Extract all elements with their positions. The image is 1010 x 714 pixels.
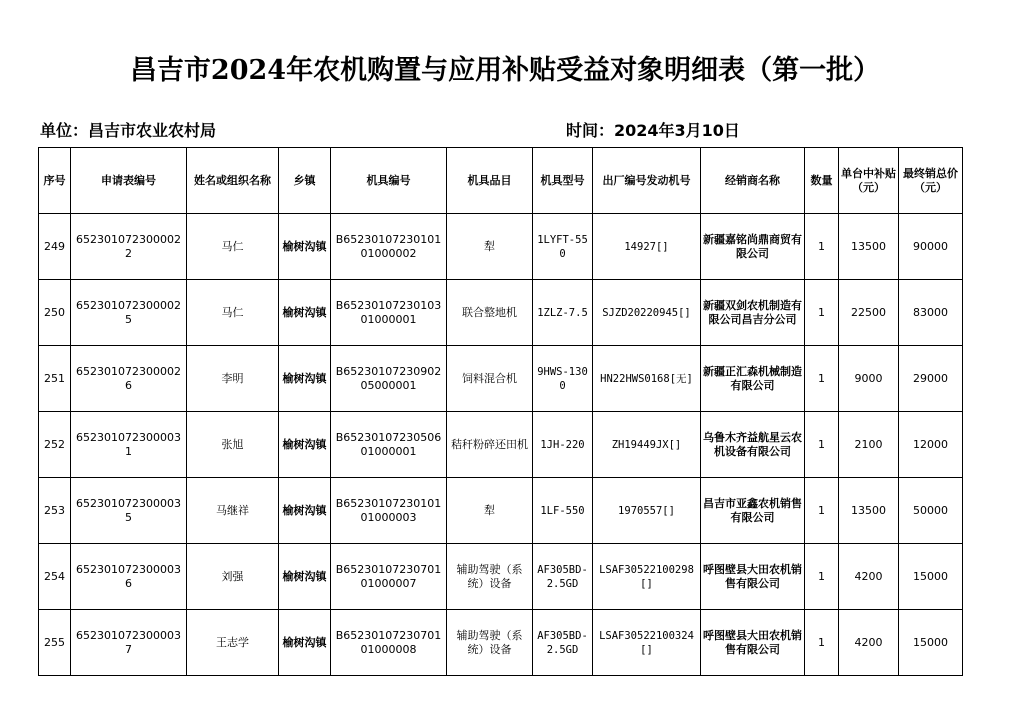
cell-qty: 1 <box>805 412 839 478</box>
cell-code: B6523010723070101000007 <box>331 544 447 610</box>
header-cell: 数量 <box>805 148 839 214</box>
cell-name: 刘强 <box>187 544 279 610</box>
cell-dealer: 呼图壁县大田农机销售有限公司 <box>701 610 805 676</box>
cell-subsidy: 13500 <box>839 478 899 544</box>
cell-name: 马仁 <box>187 214 279 280</box>
table-row <box>39 214 963 280</box>
cell-qty: 1 <box>805 544 839 610</box>
cell-dealer: 新疆双剑农机制造有限公司昌吉分公司 <box>701 280 805 346</box>
cell-model: 1JH-220 <box>533 412 593 478</box>
header-cell: 最终销总价（元） <box>899 148 963 214</box>
cell-subsidy: 4200 <box>839 610 899 676</box>
cell-town: 榆树沟镇 <box>279 280 331 346</box>
cell-serial: 1970557[] <box>593 478 701 544</box>
table-row <box>39 610 963 676</box>
cell-price: 90000 <box>899 214 963 280</box>
table-row <box>39 478 963 544</box>
cell-model: AF305BD-2.5GD <box>533 544 593 610</box>
cell-name: 王志学 <box>187 610 279 676</box>
cell-name: 马继祥 <box>187 478 279 544</box>
cell-item: 辅助驾驶（系统）设备 <box>447 544 533 610</box>
cell-price: 15000 <box>899 610 963 676</box>
header-cell: 出厂编号发动机号 <box>593 148 701 214</box>
cell-dealer: 乌鲁木齐益航星云农机设备有限公司 <box>701 412 805 478</box>
cell-serial: 14927[] <box>593 214 701 280</box>
header-cell: 经销商名称 <box>701 148 805 214</box>
cell-no: 255 <box>39 610 71 676</box>
cell-subsidy: 2100 <box>839 412 899 478</box>
cell-dealer: 新疆嘉铭尚鼎商贸有限公司 <box>701 214 805 280</box>
table-row <box>39 280 963 346</box>
page-title: 昌吉市2024年农机购置与应用补贴受益对象明细表（第一批） <box>129 55 881 86</box>
cell-town: 榆树沟镇 <box>279 346 331 412</box>
cell-model: AF305BD-2.5GD <box>533 610 593 676</box>
cell-no: 252 <box>39 412 71 478</box>
table-row <box>39 412 963 478</box>
cell-name: 马仁 <box>187 280 279 346</box>
cell-app: 6523010723000035 <box>71 478 187 544</box>
cell-town: 榆树沟镇 <box>279 214 331 280</box>
cell-qty: 1 <box>805 478 839 544</box>
cell-dealer: 新疆正汇森机械制造有限公司 <box>701 346 805 412</box>
cell-price: 83000 <box>899 280 963 346</box>
cell-no: 249 <box>39 214 71 280</box>
cell-item: 饲料混合机 <box>447 346 533 412</box>
cell-subsidy: 22500 <box>839 280 899 346</box>
cell-serial: LSAF30522100298[] <box>593 544 701 610</box>
header-cell: 姓名或组织名称 <box>187 148 279 214</box>
cell-qty: 1 <box>805 214 839 280</box>
header-cell: 机具品目 <box>447 148 533 214</box>
cell-serial: ZH19449JX[] <box>593 412 701 478</box>
cell-dealer: 昌吉市亚鑫农机销售有限公司 <box>701 478 805 544</box>
cell-app: 6523010723000037 <box>71 610 187 676</box>
cell-qty: 1 <box>805 280 839 346</box>
cell-item: 犁 <box>447 478 533 544</box>
cell-price: 15000 <box>899 544 963 610</box>
cell-town: 榆树沟镇 <box>279 478 331 544</box>
table-row <box>39 346 963 412</box>
date-label: 时间：2024年3月10日 <box>566 121 740 140</box>
cell-model: 9HWS-1300 <box>533 346 593 412</box>
cell-price: 29000 <box>899 346 963 412</box>
cell-app: 6523010723000022 <box>71 214 187 280</box>
cell-serial: HN22HWS0168[无] <box>593 346 701 412</box>
cell-model: 1LF-550 <box>533 478 593 544</box>
header-cell: 机具编号 <box>331 148 447 214</box>
cell-price: 50000 <box>899 478 963 544</box>
cell-subsidy: 9000 <box>839 346 899 412</box>
cell-no: 254 <box>39 544 71 610</box>
cell-no: 253 <box>39 478 71 544</box>
cell-no: 250 <box>39 280 71 346</box>
unit-label: 单位：昌吉市农业农村局 <box>40 121 217 140</box>
cell-no: 251 <box>39 346 71 412</box>
cell-item: 秸秆粉碎还田机 <box>447 412 533 478</box>
cell-code: B6523010723010301000001 <box>331 280 447 346</box>
header-cell: 机具型号 <box>533 148 593 214</box>
cell-item: 辅助驾驶（系统）设备 <box>447 610 533 676</box>
cell-serial: LSAF30522100324[] <box>593 610 701 676</box>
cell-subsidy: 4200 <box>839 544 899 610</box>
cell-item: 犁 <box>447 214 533 280</box>
cell-code: B6523010723070101000008 <box>331 610 447 676</box>
cell-app: 6523010723000025 <box>71 280 187 346</box>
cell-code: B6523010723010101000002 <box>331 214 447 280</box>
cell-price: 12000 <box>899 412 963 478</box>
cell-town: 榆树沟镇 <box>279 412 331 478</box>
subsidy-table <box>38 147 963 676</box>
cell-subsidy: 13500 <box>839 214 899 280</box>
header-cell: 单台中补贴（元） <box>839 148 899 214</box>
cell-code: B6523010723090205000001 <box>331 346 447 412</box>
cell-code: B6523010723050601000001 <box>331 412 447 478</box>
cell-app: 6523010723000031 <box>71 412 187 478</box>
cell-name: 李明 <box>187 346 279 412</box>
cell-dealer: 呼图壁县大田农机销售有限公司 <box>701 544 805 610</box>
cell-qty: 1 <box>805 610 839 676</box>
header-row <box>39 148 963 214</box>
table-row <box>39 544 963 610</box>
cell-town: 榆树沟镇 <box>279 610 331 676</box>
cell-qty: 1 <box>805 346 839 412</box>
cell-town: 榆树沟镇 <box>279 544 331 610</box>
cell-item: 联合整地机 <box>447 280 533 346</box>
cell-app: 6523010723000036 <box>71 544 187 610</box>
cell-app: 6523010723000026 <box>71 346 187 412</box>
header-cell: 申请表编号 <box>71 148 187 214</box>
cell-model: 1ZLZ-7.5 <box>533 280 593 346</box>
header-cell: 乡镇 <box>279 148 331 214</box>
cell-model: 1LYFT-550 <box>533 214 593 280</box>
cell-code: B6523010723010101000003 <box>331 478 447 544</box>
header-cell: 序号 <box>39 148 71 214</box>
cell-serial: SJZD20220945[] <box>593 280 701 346</box>
cell-name: 张旭 <box>187 412 279 478</box>
